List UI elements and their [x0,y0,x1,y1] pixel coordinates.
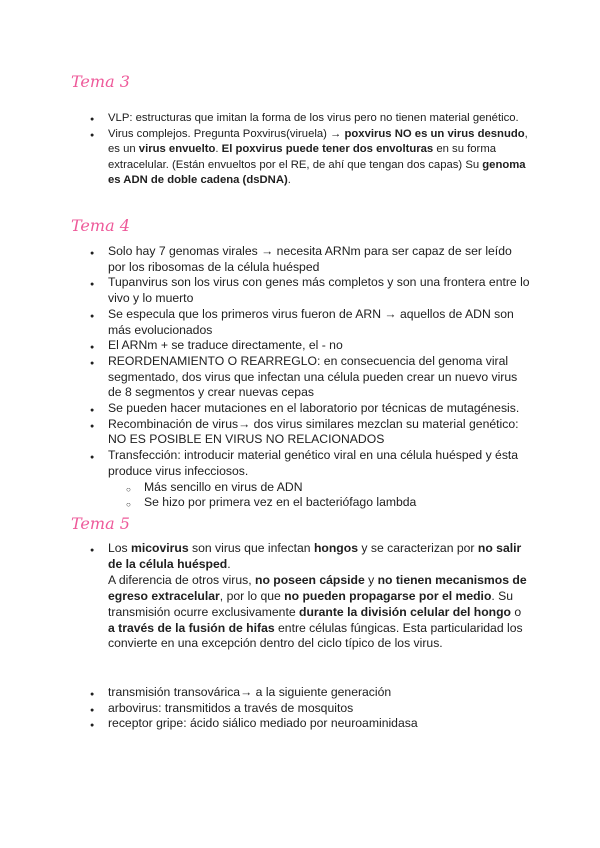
bold-run: virus envuelto [138,143,216,156]
bold-run: durante la división celular del hongo [299,604,511,619]
sub-list [126,480,530,511]
text-run: A diferencia de otros virus, [108,572,255,587]
bold-run: no poseen cápside [255,572,365,587]
bold-run: El poxvirus puede tener dos envolturas [221,143,434,156]
text-run: son virus que infectan [188,541,314,555]
text-run: entre células fúngicas. Esta particularidad los convierte en una excepción dentro del ciclo típico de los virus. [108,620,523,651]
text-run: en su forma extracelular. (Están envueltos por el RE, de ahí que tengan dos capas) Su [108,143,497,171]
tema-4-list [90,244,530,511]
list-item: ● Se pueden hacer mutaciones en el laboratorio por técnicas de mutagénesis. [90,401,530,417]
list-item [90,448,530,511]
text-run: Los [108,541,132,555]
heading-tema-5: Tema 5 [71,514,130,533]
bold-run: no tienen mecanismos de egreso extracelular [108,572,527,603]
text-run: y se caracterizan por [357,541,478,555]
bold-run: a través de la fusión de hifas [108,620,275,635]
text-run: . [215,143,222,156]
text-run: y [364,572,378,587]
text-run: , es un [108,127,528,156]
list-item: ● transmisión transovárica→ a la siguiente generación [90,685,530,701]
extra-notes-list [90,685,530,732]
bold-run: hongos [313,541,358,555]
text-run: . [287,174,291,187]
list-item: ● Solo hay 7 genomas virales → necesita ARNm para ser capaz de ser leído por los ribosomas de la célula huésped [90,244,530,275]
list-item: ● Se especula que los primeros virus fueron de ARN → aquellos de ADN son más evolucionados [90,307,530,338]
heading-tema-3: Tema 3 [71,72,130,91]
tema-3-list [90,111,530,189]
text-run: Virus complejos. Pregunta Poxvirus(viruela) → [108,127,345,140]
micovirus-paragraph-1 [108,541,530,573]
sub-list-item: ○ Se hizo por primera vez en el bacteriófago lambda [126,495,530,511]
bold-run: no salir de la célula huésped [108,541,522,571]
list-item: ● El ARNm + se traduce directamente, el - no [90,338,530,354]
text-run: , por lo que [219,588,285,603]
heading-tema-4: Tema 4 [71,216,130,235]
text-run: . Su transmisión ocurre exclusivamente [108,588,514,619]
text-run: o [510,604,522,619]
list-item: ● Recombinación de virus→ dos virus similares mezclan su material genético: NO ES POSIBLE EN VIRUS NO RELACIONADOS [90,417,530,448]
text-run: . [227,556,231,571]
bold-run: poxvirus NO es un virus desnudo [344,127,525,140]
list-item-micovirus [90,541,530,652]
bold-run: genoma es ADN de doble cadena (dsDNA) [108,158,526,187]
list-item-text: Transfección: introducir material genético viral en una célula huésped y ésta produce virus infecciosos. [108,448,519,478]
bold-run: no pueden propagarse por el medio [284,588,492,603]
bold-run: micovirus [131,541,189,555]
list-item: ● Tupanvirus son los virus con genes más completos y son una frontera entre lo vivo y lo muerto [90,275,530,306]
list-item-vlp: ● VLP: estructuras que imitan la forma de los virus pero no tienen material genético. [90,111,530,127]
sub-list-item: ○ Más sencillo en virus de ADN [126,480,530,496]
list-item: ● receptor gripe: ácido siálico mediado por neuroaminidasa [90,716,530,732]
micovirus-paragraph-2 [108,573,530,653]
list-item: ● arbovirus: transmitidos a través de mosquitos [90,701,530,717]
list-item: ● REORDENAMIENTO O REARREGLO: en consecuencia del genoma viral segmentado, dos virus que infectan una célula pueden crear un nuevo virus de 8 segmentos y crear nuevas cepas [90,354,530,401]
list-item-virus-complejos [90,127,530,189]
tema-5-list [90,541,530,652]
